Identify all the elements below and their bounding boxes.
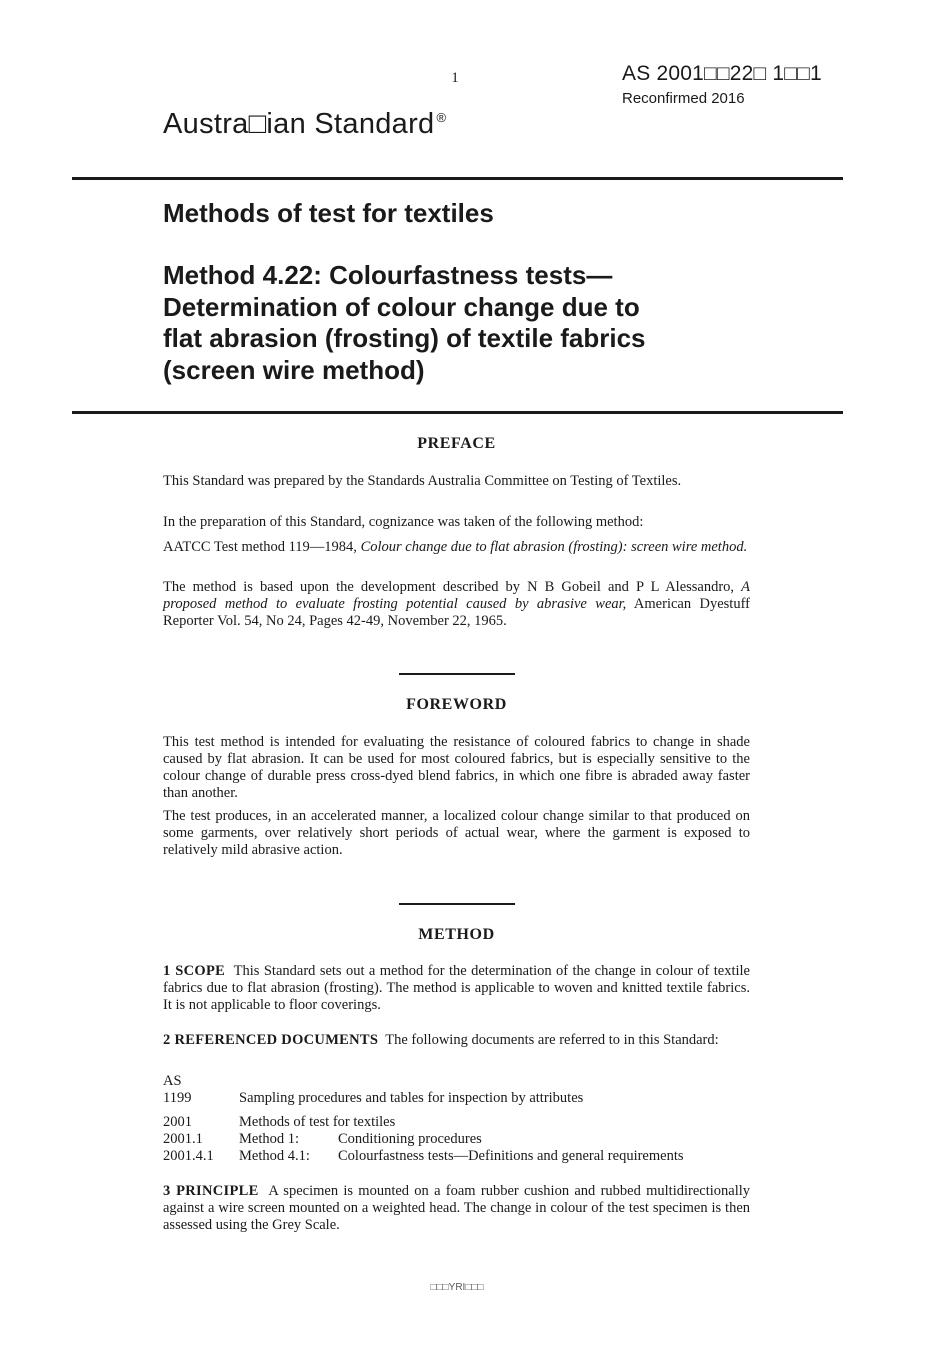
document-id: AS 2001□□22□ 1□□1: [622, 62, 822, 85]
method-title: [163, 260, 803, 386]
principle-clause: [163, 1183, 750, 1234]
preface-text: The method is based upon the development described by N B Gobeil and P L Alessandro,: [163, 579, 742, 595]
scope-clause: [163, 963, 750, 1014]
reference-row: [163, 1131, 684, 1148]
publisher-title: [163, 108, 446, 141]
page-footer: □□□YRI□□□: [430, 1282, 484, 1293]
foreword-paragraph: This test method is intended for evaluating the resistance of coloured fabrics to change in shade caused by flat abrasion. It can be used for most coloured fabrics, but is especially sensitive to the colour change of durable press cross-dyed blend fabrics, in which one fibre is abraded away faster than another.: [163, 734, 750, 801]
principle-label: 3 PRINCIPLE: [163, 1183, 259, 1199]
reference-number: 2001.4.1: [163, 1148, 214, 1164]
reference-number: 2001: [163, 1114, 192, 1130]
foreword-heading: FOREWORD: [406, 696, 507, 713]
reference-number: 2001.1: [163, 1131, 203, 1147]
foreword-paragraph: The test produces, in an accelerated manner, a localized colour change similar to that produced on some garments, over relatively short periods of actual wear, where the garment is exposed to relatively mild abrasive action.: [163, 808, 750, 858]
preface-paragraph: [163, 539, 750, 556]
series-title: Methods of test for textiles: [163, 198, 494, 228]
reference-title: Sampling procedures and tables for inspection by attributes: [239, 1090, 584, 1106]
reference-title: Colourfastness tests—Definitions and general requirements: [338, 1148, 684, 1164]
preface-paragraph: [163, 579, 750, 630]
referenced-documents-label: 2 REFERENCED DOCUMENTS: [163, 1032, 379, 1048]
reference-number: 1199: [163, 1090, 192, 1106]
reconfirmed-note: Reconfirmed 2016: [622, 90, 745, 107]
principle-text: A specimen is mounted on a foam rubber cushion and rubbed multidirectionally against a wire screen mounted on a weighted head. The change in colour of the test specimen is then assessed using the Grey Scale.: [163, 1183, 751, 1233]
reference-part: Method 4.1:: [239, 1148, 310, 1164]
section-separator: [399, 673, 515, 675]
preface-paragraph: This Standard was prepared by the Standards Australia Committee on Testing of Textiles.: [163, 473, 682, 489]
publisher-name: Austra□ian Standard: [163, 108, 435, 140]
preface-paragraph: In the preparation of this Standard, cognizance was taken of the following method:: [163, 514, 644, 530]
referenced-documents-clause: [163, 1032, 750, 1049]
method-title-line: flat abrasion (frosting) of textile fabrics: [163, 323, 646, 353]
preface-citation: A proposed method to evaluate frosting potential caused by abrasive wear,: [163, 579, 750, 612]
scope-label: 1 SCOPE: [163, 963, 226, 979]
method-title-line: Method 4.22: Colourfastness tests—: [163, 260, 613, 290]
section-separator: [399, 903, 515, 905]
referenced-documents-text: The following documents are referred to in this Standard:: [385, 1032, 719, 1048]
reference-prefix: AS: [163, 1073, 182, 1089]
page-number: 1: [451, 70, 459, 86]
preface-text: AATCC Test method 119—1984,: [163, 539, 361, 555]
method-title-line: Determination of colour change due to: [163, 291, 640, 322]
preface-citation: Colour change due to flat abrasion (frosting): screen wire method.: [360, 539, 748, 555]
title-bottom-rule: [72, 411, 843, 414]
preface-heading: PREFACE: [417, 435, 496, 452]
scope-text: This Standard sets out a method for the determination of the change in colour of textile fabrics due to flat abrasion (frosting). The method is applicable to woven and knitted textile fabrics. It is not applicable to floor coverings.: [163, 963, 750, 1013]
method-heading: METHOD: [418, 926, 495, 943]
reference-row: [163, 1114, 684, 1131]
method-title-line: (screen wire method): [163, 354, 425, 385]
preface-text: American Dyestuff Reporter Vol. 54, No 24, Pages 42-49, November 22, 1965.: [163, 596, 750, 629]
reference-part: Method 1:: [239, 1131, 300, 1147]
reference-row: [163, 1148, 684, 1165]
reference-list: [163, 1090, 684, 1165]
top-rule: [72, 177, 843, 180]
reference-title: Conditioning procedures: [338, 1131, 482, 1147]
registered-mark: ®: [436, 110, 447, 125]
reference-title: Methods of test for textiles: [239, 1114, 396, 1130]
reference-row: [163, 1090, 684, 1107]
